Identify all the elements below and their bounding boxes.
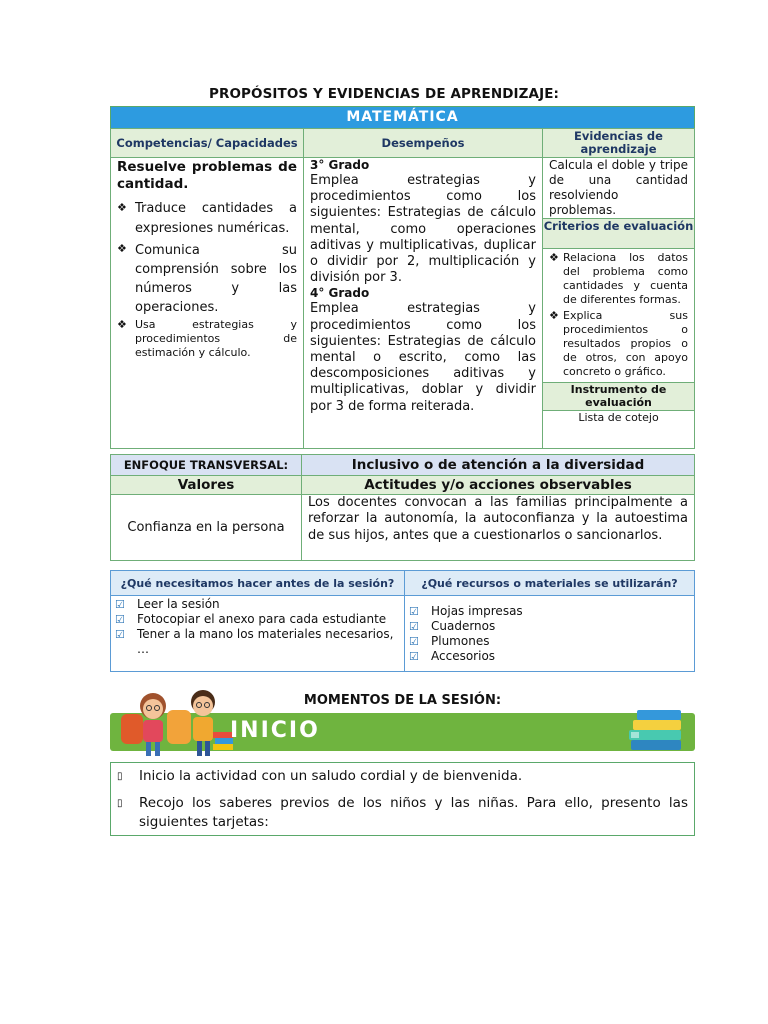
desempenos-header: Desempeños [304,129,543,158]
list-item: ☑ Hojas impresas [409,604,523,618]
criterio-item: ❖ Relaciona los datos del problema como cantidades y cuenta de diferentes formas. [549,251,688,306]
document-title: PROPÓSITOS Y EVIDENCIAS DE APRENDIZAJE: [208,86,560,102]
inicio-label: INICIO [230,718,320,743]
competencias-header: Competencias/ Capacidades [111,129,304,158]
diamond-bullet-icon: ❖ [117,318,127,331]
area-header: MATEMÁTICA [111,107,695,129]
list-item: ☑ Cuadernos [409,619,496,633]
diamond-bullet-icon: ❖ [549,309,559,322]
criterio-item: ❖ Explica sus procedimientos o resultados propios o de otros, con apoyo concreto o gráfico. [549,309,688,378]
list-item: ☑ Tener a la mano los materiales necesarios, … [115,627,394,656]
actitudes-header: Actitudes y/o acciones observables [302,476,695,495]
checkbox-icon: ☑ [409,620,419,633]
checkbox-icon: ☑ [115,628,125,641]
resources-header: ¿Qué recursos o materiales se utilizarán? [405,571,695,596]
grade-3-text: Emplea estrategias y procedimientos como los siguientes: Estrategias de cálculo mental, como operaciones aditivas y multiplicativas, duplicar o dividir por 2, multiplicación y división por 3. [310,173,536,286]
momentos-title: MOMENTOS DE LA SESIÓN: [303,693,502,708]
checkbox-icon: ☑ [115,598,125,611]
checkbox-icon: ☑ [409,605,419,618]
checkbox-icon: ☑ [409,650,419,663]
enfoque-label: ENFOQUE TRANSVERSAL: [111,455,302,476]
resources-list [405,596,695,672]
diamond-bullet-icon: ❖ [117,201,127,214]
square-bullet-icon: ▯ [117,798,123,809]
before-session-header: ¿Qué necesitamos hacer antes de la sesión? [111,571,405,596]
inicio-item: ▯ Recojo los saberes previos de los niños y las niñas. Para ello, presento las siguientes tarjetas: [117,795,688,830]
capacidad-item: ❖ Comunica su comprensión sobre los números y las operaciones. [117,242,297,315]
instrumento-header: Instrumento de evaluación [543,382,694,411]
valores-header: Valores [111,476,302,495]
grade-4-label: 4° Grado [310,286,370,301]
list-item: ☑ Plumones [409,634,490,648]
evidencias-cell [543,158,695,449]
competencia-title: Resuelve problemas de cantidad. [117,159,297,192]
capacidad-item: ❖ Traduce cantidades a expresiones numéricas. [117,199,297,239]
evidencia-text: Calcula el doble y tripe de una cantidad resolviendo problemas. [549,158,688,217]
instrumento-value: Lista de cotejo [578,411,659,424]
valor-cell: Confianza en la persona [111,495,302,561]
desempenos-cell [304,158,543,449]
preparation-table [110,570,695,672]
diamond-bullet-icon: ❖ [117,242,127,255]
list-item: ☑ Leer la sesión [115,597,220,611]
books-icon [625,706,689,756]
grade-4-text: Emplea estrategias y procedimientos como los siguientes: Estrategias de cálculo mental o escrito, como las descomposiciones aditivas y multiplicativas, doblar y dividir por 3 de forma reiterada. [310,301,536,414]
square-bullet-icon: ▯ [117,771,123,782]
list-item: ☑ Fotocopiar el anexo para cada estudiante [115,612,387,626]
enfoque-table [110,454,695,561]
competencia-cell [111,158,304,449]
list-item: ☑ Accesorios [409,649,496,663]
before-session-list [111,596,405,672]
enfoque-value: Inclusivo o de atención a la diversidad [302,455,695,476]
inicio-section [110,762,695,836]
capacidad-item: ❖ Usa estrategias y procedimientos de estimación y cálculo. [117,318,297,359]
checkbox-icon: ☑ [409,635,419,648]
grade-3-label: 3° Grado [310,158,370,172]
purposes-table [110,106,695,449]
criterios-header: Criterios de evaluación [543,218,694,249]
inicio-item: ▯ Inicio la actividad con un saludo cordial y de bienvenida. [117,768,523,784]
diamond-bullet-icon: ❖ [549,251,559,264]
children-illustration [115,684,235,760]
checkbox-icon: ☑ [115,613,125,626]
actitud-cell: Los docentes convocan a las familias principalmente a reforzar la autonomía, la autoconfianza y la autoestima de sus hijos, antes que a cuestionarlos o sancionarlos. [302,495,695,561]
evidencias-header: Evidencias de aprendizaje [543,129,695,158]
